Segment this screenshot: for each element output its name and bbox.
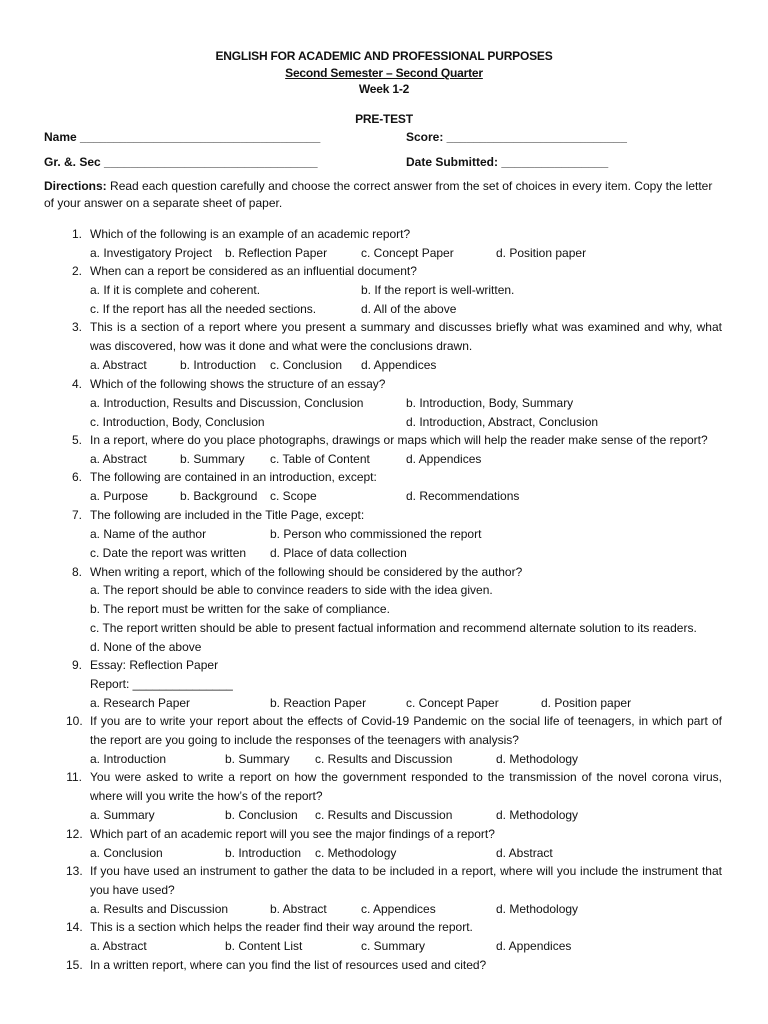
option-d: d. Methodology (496, 808, 579, 822)
option-b: b. Introduction (225, 846, 302, 860)
question-number: 4. (71, 377, 82, 391)
option-c: c. Date the report was written (90, 546, 247, 560)
option-d: d. Appendices (406, 452, 482, 466)
option-c: c. Concept Paper (361, 246, 454, 260)
question-number: 12. (66, 827, 83, 841)
option-d: d. Position paper (496, 246, 587, 260)
option-c: c. Appendices (361, 902, 436, 916)
option-a: a. Introduction (90, 752, 167, 766)
question-text: You were asked to write a report on how the government responded to the transmission of the novel corona virus, where will you write the how’s of the report? (90, 770, 722, 803)
option-a: a. Introduction, Results and Discussion, Conclusion (90, 396, 364, 410)
option-c: c. Methodology (315, 846, 397, 860)
question-number: 15. (66, 958, 83, 972)
question-number: 10. (66, 714, 83, 728)
directions (44, 178, 724, 212)
option-a: a. The report should be able to convince readers to side with the idea given. (90, 583, 493, 597)
option-d: d. Place of data collection (270, 546, 407, 560)
question-number: 2. (71, 264, 82, 278)
option-b: b. The report must be written for the sake of compliance. (90, 602, 390, 616)
option-d: d. Abstract (496, 846, 553, 860)
option-d: d. Introduction, Abstract, Conclusion (406, 415, 599, 429)
grade-section-field[interactable]: Gr. &. Sec ________________________________ (44, 155, 318, 169)
question-number: 5. (71, 433, 82, 447)
report-blank: Report: _______________ (90, 677, 233, 691)
score-field[interactable]: Score: ___________________________ (406, 130, 627, 144)
option-c: c. Results and Discussion (315, 752, 453, 766)
question-text: Essay: Reflection Paper (90, 658, 219, 672)
question-number: 11. (66, 770, 82, 784)
option-a: a. Abstract (90, 452, 147, 466)
question-text: Which part of an academic report will you see the major findings of a report? (90, 827, 495, 841)
question-number: 3. (71, 320, 82, 334)
option-c: c. Introduction, Body, Conclusion (90, 415, 265, 429)
option-c: c. The report written should be able to present factual information and recommend alternate solution to its readers. (90, 621, 697, 635)
question-number: 1. (71, 227, 82, 241)
question-number: 13. (66, 864, 83, 878)
question-text: Which of the following shows the structure of an essay? (90, 377, 386, 391)
option-a: a. Purpose (90, 489, 149, 503)
option-c: c. Conclusion (270, 358, 343, 372)
option-d: d. Appendices (496, 939, 572, 953)
option-b: b. Introduction (180, 358, 257, 372)
option-a: a. Research Paper (90, 696, 191, 710)
course-title: ENGLISH FOR ACADEMIC AND PROFESSIONAL PURPOSES (215, 49, 553, 63)
option-c: c. Results and Discussion (315, 808, 453, 822)
option-a: a. Name of the author (90, 527, 207, 541)
question-text: When writing a report, which of the following should be considered by the author? (90, 565, 523, 579)
question-text: This is a section which helps the reader find their way around the report. (90, 920, 473, 934)
question-text: In a report, where do you place photographs, drawings or maps which will help the reader make sense of the report? (90, 433, 708, 447)
option-a: a. Abstract (90, 939, 147, 953)
question-text: The following are contained in an introduction, except: (90, 470, 377, 484)
test-title: PRE-TEST (355, 112, 413, 126)
option-b: b. Abstract (270, 902, 327, 916)
option-b: b. Background (180, 489, 258, 503)
question-text: When can a report be considered as an influential document? (90, 264, 417, 278)
option-a: a. Summary (90, 808, 155, 822)
semester-text: Second Semester – Second Quarter (285, 66, 483, 80)
question-text: If you are to write your report about the effects of Covid-19 Pandemic on the social life of teenagers, in which part of the report are you going to include the responses of the teenagers with analysis? (90, 714, 722, 747)
option-c: c. Table of Content (270, 452, 370, 466)
option-c: c. If the report has all the needed sections. (90, 302, 317, 316)
name-field[interactable]: Name ____________________________________ (44, 130, 321, 144)
option-b: b. Summary (225, 752, 290, 766)
option-b: b. Summary (180, 452, 245, 466)
option-a: a. If it is complete and coherent. (90, 283, 261, 297)
option-b: b. If the report is well-written. (361, 283, 515, 297)
directions-label: Directions: (44, 179, 107, 193)
option-a: a. Results and Discussion (90, 902, 229, 916)
option-d: d. Methodology (496, 752, 579, 766)
option-d: d. Appendices (361, 358, 437, 372)
option-b: b. Person who commissioned the report (270, 527, 482, 541)
question-text: In a written report, where can you find the list of resources used and cited? (90, 958, 487, 972)
option-d: d. Position paper (541, 696, 632, 710)
option-d: d. Methodology (496, 902, 579, 916)
option-d: d. None of the above (90, 640, 202, 654)
option-c: c. Scope (270, 489, 317, 503)
option-c: c. Summary (361, 939, 426, 953)
semester-line (0, 66, 768, 80)
question-number: 14. (66, 920, 83, 934)
question-text: Which of the following is an example of an academic report? (90, 227, 411, 241)
option-c: c. Concept Paper (406, 696, 499, 710)
question-number: 9. (71, 658, 82, 672)
question-number: 6. (71, 470, 82, 484)
option-b: b. Introduction, Body, Summary (406, 396, 574, 410)
option-a: a. Abstract (90, 358, 147, 372)
option-b: b. Content List (225, 939, 303, 953)
question-number: 8. (71, 565, 82, 579)
question-text: The following are included in the Title Page, except: (90, 508, 365, 522)
date-submitted-field[interactable]: Date Submitted: ________________ (406, 155, 609, 169)
option-a: a. Conclusion (90, 846, 163, 860)
option-a: a. Investigatory Project (90, 246, 213, 260)
option-d: d. Recommendations (406, 489, 520, 503)
option-d: d. All of the above (361, 302, 457, 316)
option-b: b. Conclusion (225, 808, 298, 822)
question-text: This is a section of a report where you present a summary and discusses briefly what was examined and why, what was discovered, how was it done and what were the conclusions drawn. (90, 320, 722, 353)
question-text: If you have used an instrument to gather the data to be included in a report, where will you include the instrument that you have used? (90, 864, 722, 897)
question-number: 7. (71, 508, 82, 522)
option-b: b. Reflection Paper (225, 246, 328, 260)
directions-text: Read each question carefully and choose the correct answer from the set of choices in every item. Copy the letter of your answer on a separate sheet of paper. (44, 179, 713, 210)
week-line: Week 1-2 (358, 82, 410, 96)
option-b: b. Reaction Paper (270, 696, 367, 710)
